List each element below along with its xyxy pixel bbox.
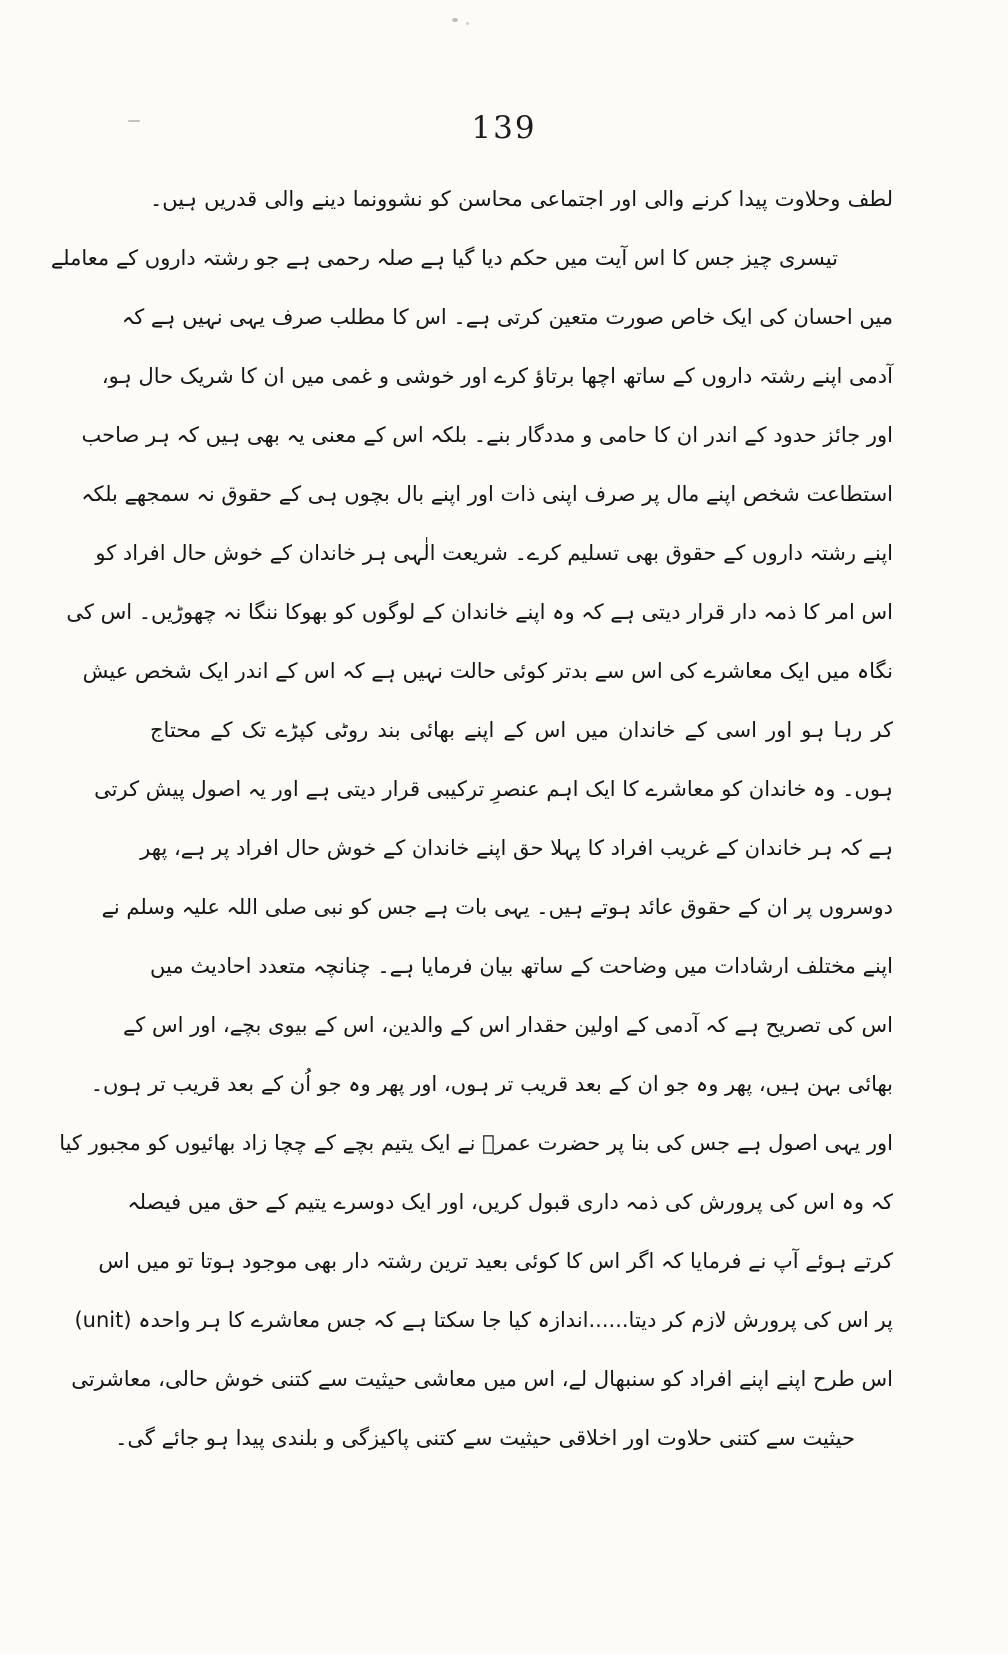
text-line: دوسروں پر ان کے حقوق عائد ہوتے ہیں۔ یہی بات ہے جس کو نبی صلی اللہ علیہ وسلم نے	[101, 895, 893, 919]
body-text	[50, 170, 893, 1468]
text-line: ہوں۔ وہ خاندان کو معاشرے کا ایک اہم عنصرِ ترکیبی قرار دیتی ہے اور یہ اصول پیش کرتی	[94, 777, 893, 801]
text-line: میں احسان کی ایک خاص صورت متعین کرتی ہے۔ اس کا مطلب صرف یہی نہیں ہے کہ	[121, 305, 893, 329]
text-line: اور یہی اصول ہے جس کی بنا پر حضرت عمرؓ نے ایک یتیم بچے کے چچا زاد بھائیوں کو مجبور کیا	[59, 1131, 893, 1155]
text-line: اور جائز حدود کے اندر ان کا حامی و مددگار بنے۔ بلکہ اس کے معنی یہ بھی ہیں کہ ہر صاحب	[81, 423, 893, 447]
text-line: اس امر کا ذمہ دار قرار دیتی ہے کہ وہ اپنے خاندان کے لوگوں کو بھوکا ننگا نہ چھوڑیں۔ اس کی	[66, 600, 893, 624]
scan-artifact	[466, 22, 469, 25]
text-line: اپنے رشتہ داروں کے حقوق بھی تسلیم کرے۔ شریعت الٰہی ہر خاندان کے خوش حال افراد کو	[95, 541, 893, 565]
text-line: بھائی بہن ہیں، پھر وہ جو ان کے بعد قریب تر ہوں، اور پھر وہ جو اُن کے بعد قریب تر ہوں۔	[90, 1072, 893, 1096]
text-line: حیثیت سے کتنی حلاوت اور اخلاقی حیثیت سے کتنی پاکیزگی و بلندی پیدا ہو جائے گی۔	[115, 1426, 855, 1450]
text-line: پر اس کی پرورش لازم کر دیتا......اندازہ کیا جا سکتا ہے کہ جس معاشرے کا ہر واحدہ (unit)	[74, 1308, 893, 1332]
text-line: اس کی تصریح ہے کہ آدمی کے اولین حقدار اس کے والدین، اس کے بیوی بچے، اور اس کے	[122, 1013, 893, 1037]
text-line-paragraph-start: تیسری چیز جس کا اس آیت میں حکم دیا گیا ہے صلہ رحمی ہے جو رشتہ داروں کے معاملے	[50, 246, 838, 270]
scan-artifact	[452, 18, 458, 22]
text-line: لطف وحلاوت پیدا کرنے والی اور اجتماعی محاسن کو نشوونما دینے والی قدریں ہیں۔	[150, 187, 893, 211]
text-line: نگاہ میں ایک معاشرے کی اس سے بدتر کوئی حالت نہیں ہے کہ اس کے اندر ایک شخص عیش	[82, 659, 893, 683]
page-number: 139	[471, 110, 537, 146]
text-line: آدمی اپنے رشتہ داروں کے ساتھ اچھا برتاؤ کرے اور خوشی و غمی میں ان کا شریک حال ہو،	[101, 364, 893, 388]
text-line: کہ وہ اس کی پرورش کی ذمہ داری قبول کریں، اور ایک دوسرے یتیم کے حق میں فیصلہ	[127, 1190, 893, 1214]
text-line: استطاعت شخص اپنے مال پر صرف اپنی ذات اور اپنے بال بچوں ہی کے حقوق نہ سمجھے بلکہ	[81, 482, 893, 506]
text-line: کر رہا ہو اور اسی کے خاندان میں اس کے اپنے بھائی بند روٹی کپڑے تک کے محتاج	[150, 718, 893, 742]
text-line: ہے کہ ہر خاندان کے غریب افراد کا پہلا حق اپنے خاندان کے خوش حال افراد پر ہے، پھر	[140, 836, 893, 860]
text-line: اس طرح اپنے اپنے افراد کو سنبھال لے، اس میں معاشی حیثیت سے کتنی خوش حالی، معاشرتی	[71, 1367, 893, 1391]
text-line: کرتے ہوئے آپ نے فرمایا کہ اگر اس کا کوئی بعید ترین رشتہ دار بھی موجود ہوتا تو میں اس	[98, 1249, 893, 1273]
text-line: اپنے مختلف ارشادات میں وضاحت کے ساتھ بیان فرمایا ہے۔ چنانچہ متعدد احادیث میں	[150, 954, 893, 978]
